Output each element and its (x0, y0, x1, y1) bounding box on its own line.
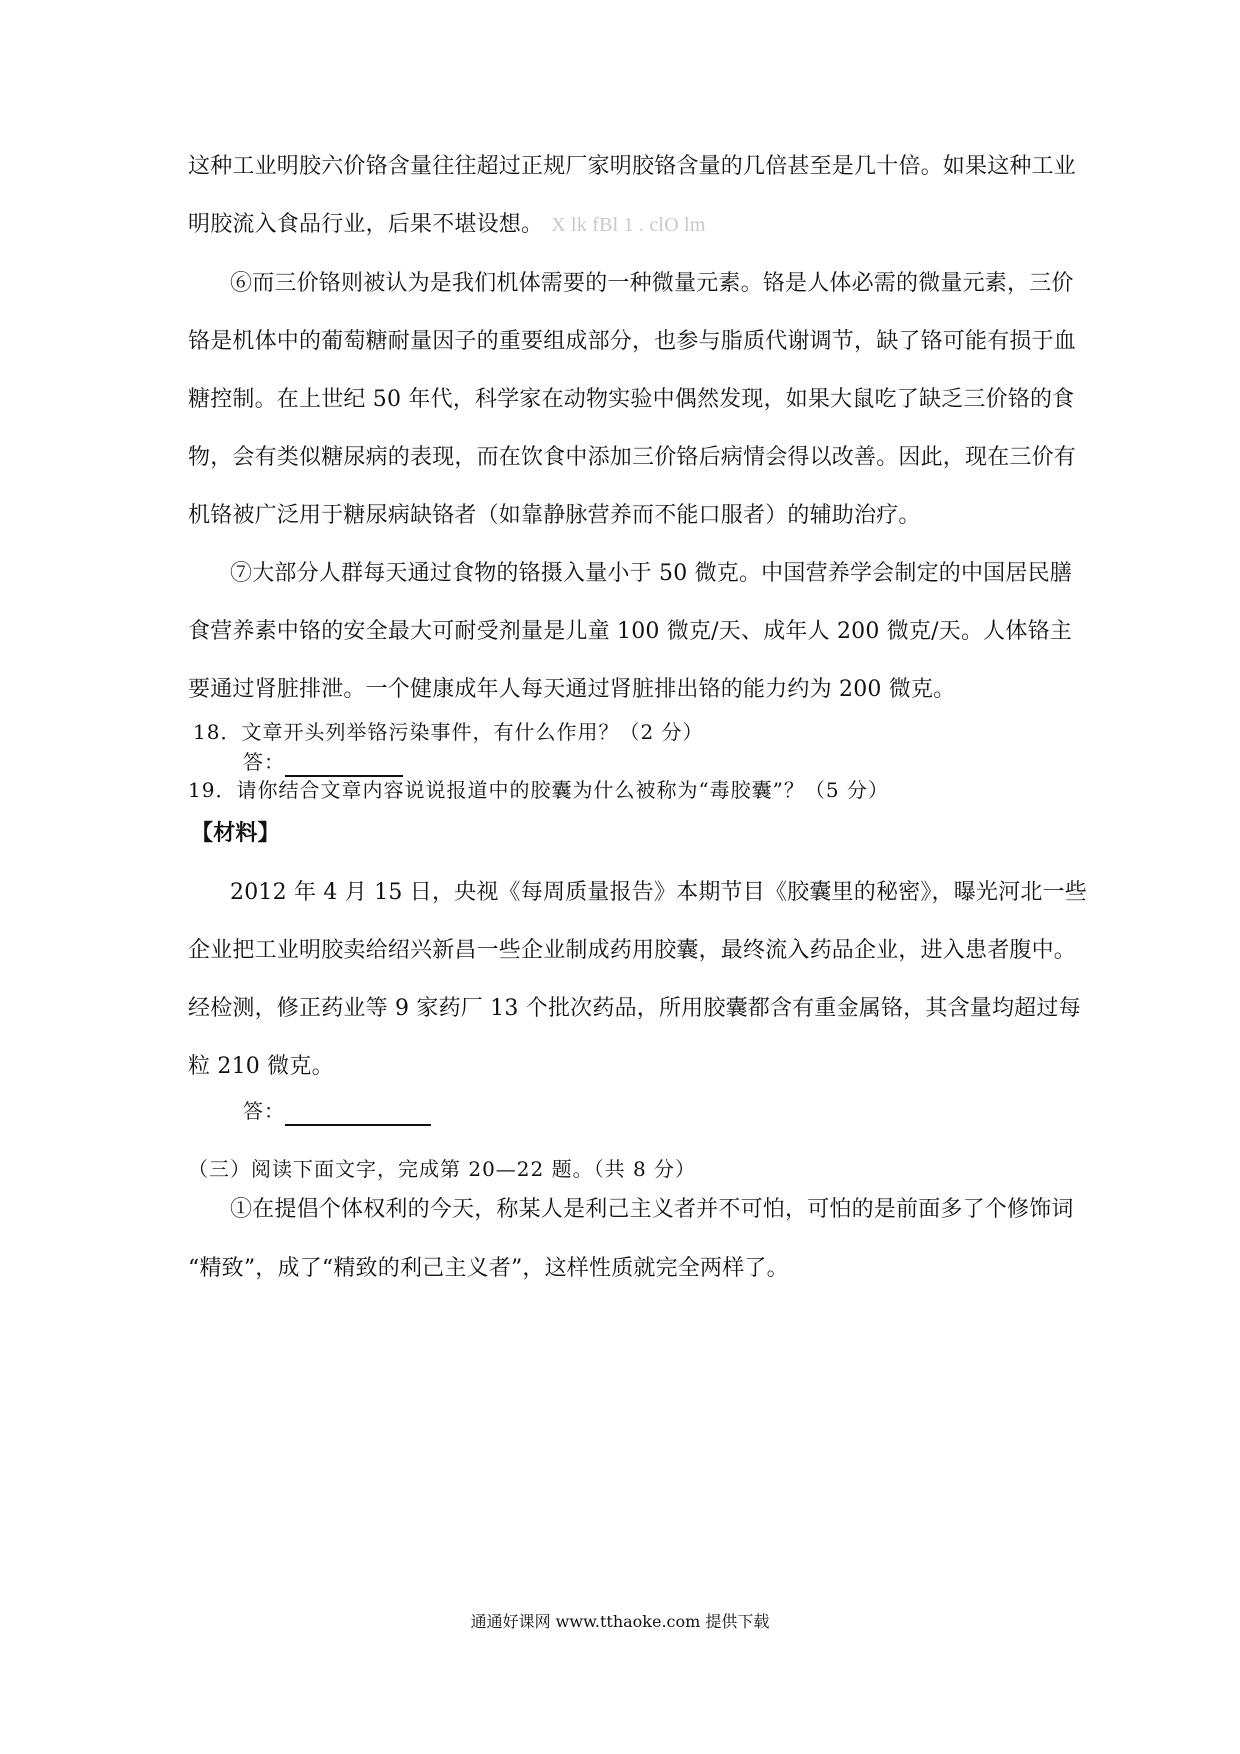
paragraph-6-line-2: 铬是机体中的葡萄糖耐量因子的重要组成部分，也参与脂质代谢调节，缺了铬可能有损于血 (188, 329, 1077, 354)
material-line-4: 粒 210 微克。 (188, 1054, 334, 1079)
faint-watermark-text: X lk fBl 1 . clO lm (551, 214, 706, 236)
question-19-answer[interactable] (243, 1096, 1123, 1126)
paragraph-6-line-4: 物，会有类似糖尿病的表现，而在饮食中添加三价铬后病情会得以改善。因此，现在三价有 (188, 445, 1077, 470)
paragraph-6-line-5: 机铬被广泛用于糖尿病缺铬者（如靠静脉营养而不能口服者）的辅助治疗。 (188, 503, 921, 528)
material-heading: 【材料】 (191, 821, 280, 846)
answer-blank-line[interactable] (285, 1100, 431, 1126)
material-line-3: 经检测，修正药业等 9 家药厂 13 个批次药品，所用胶囊都含有重金属铬，其含量均超过每 (188, 996, 1081, 1021)
paragraph-7-line-3: 要通过肾脏排泄。一个健康成年人每天通过肾脏排出铬的能力约为 200 微克。 (188, 677, 956, 702)
page-footer: 通通好课网 www.tthaoke.com 提供下载 (470, 1612, 770, 1631)
paragraph-6-line-3: 糖控制。在上世纪 50 年代，科学家在动物实验中偶然发现，如果大鼠吃了缺乏三价铬的食 (188, 387, 1075, 412)
section-3-paragraph-1-line-1: ①在提倡个体权利的今天，称某人是利己主义者并不可怕，可怕的是前面多了个修饰词 (230, 1197, 1074, 1222)
section-3-heading: （三）阅读下面文字，完成第 20—22 题。（共 8 分） (188, 1157, 697, 1181)
paragraph-7-line-2: 食营养素中铬的安全最大可耐受剂量是儿童 100 微克/天、成年人 200 微克/天。人体铬主 (188, 619, 1072, 644)
section-3-paragraph-1-line-2: “精致”，成了“精致的利己主义者”，这样性质就完全两样了。 (188, 1256, 789, 1281)
question-19: 19．请你结合文章内容说说报道中的胶囊为什么被称为“毒胶囊”？（5 分） (188, 778, 889, 802)
answer-blank-line[interactable] (285, 751, 403, 777)
paragraph-6-line-1: ⑥而三价铬则被认为是我们机体需要的一种微量元素。铬是人体必需的微量元素，三价 (230, 271, 1074, 296)
answer-label: 答： (243, 750, 285, 774)
paragraph-5-text: 明胶流入食品行业，后果不堪设想。 (188, 212, 544, 237)
material-line-2: 企业把工业明胶卖给绍兴新昌一些企业制成药用胶囊，最终流入药品企业，进入患者腹中。 (188, 938, 1077, 963)
paragraph-7-line-1: ⑦大部分人群每天通过食物的铬摄入量小于 50 微克。中国营养学会制定的中国居民膳 (230, 561, 1072, 586)
question-18: 18．文章开头列举铬污染事件，有什么作用？（2 分） (193, 720, 704, 744)
material-line-1: 2012 年 4 月 15 日，央视《每周质量报告》本期节目《胶囊里的秘密》，曝光河北一些 (230, 880, 1087, 905)
paragraph-5-line-1: 这种工业明胶六价铬含量往往超过正规厂家明胶铬含量的几倍甚至是几十倍。如果这种工业 (188, 154, 1077, 179)
paragraph-5-line-2 (188, 210, 1068, 240)
question-18-answer[interactable] (243, 747, 1123, 777)
answer-label: 答： (243, 1099, 285, 1123)
